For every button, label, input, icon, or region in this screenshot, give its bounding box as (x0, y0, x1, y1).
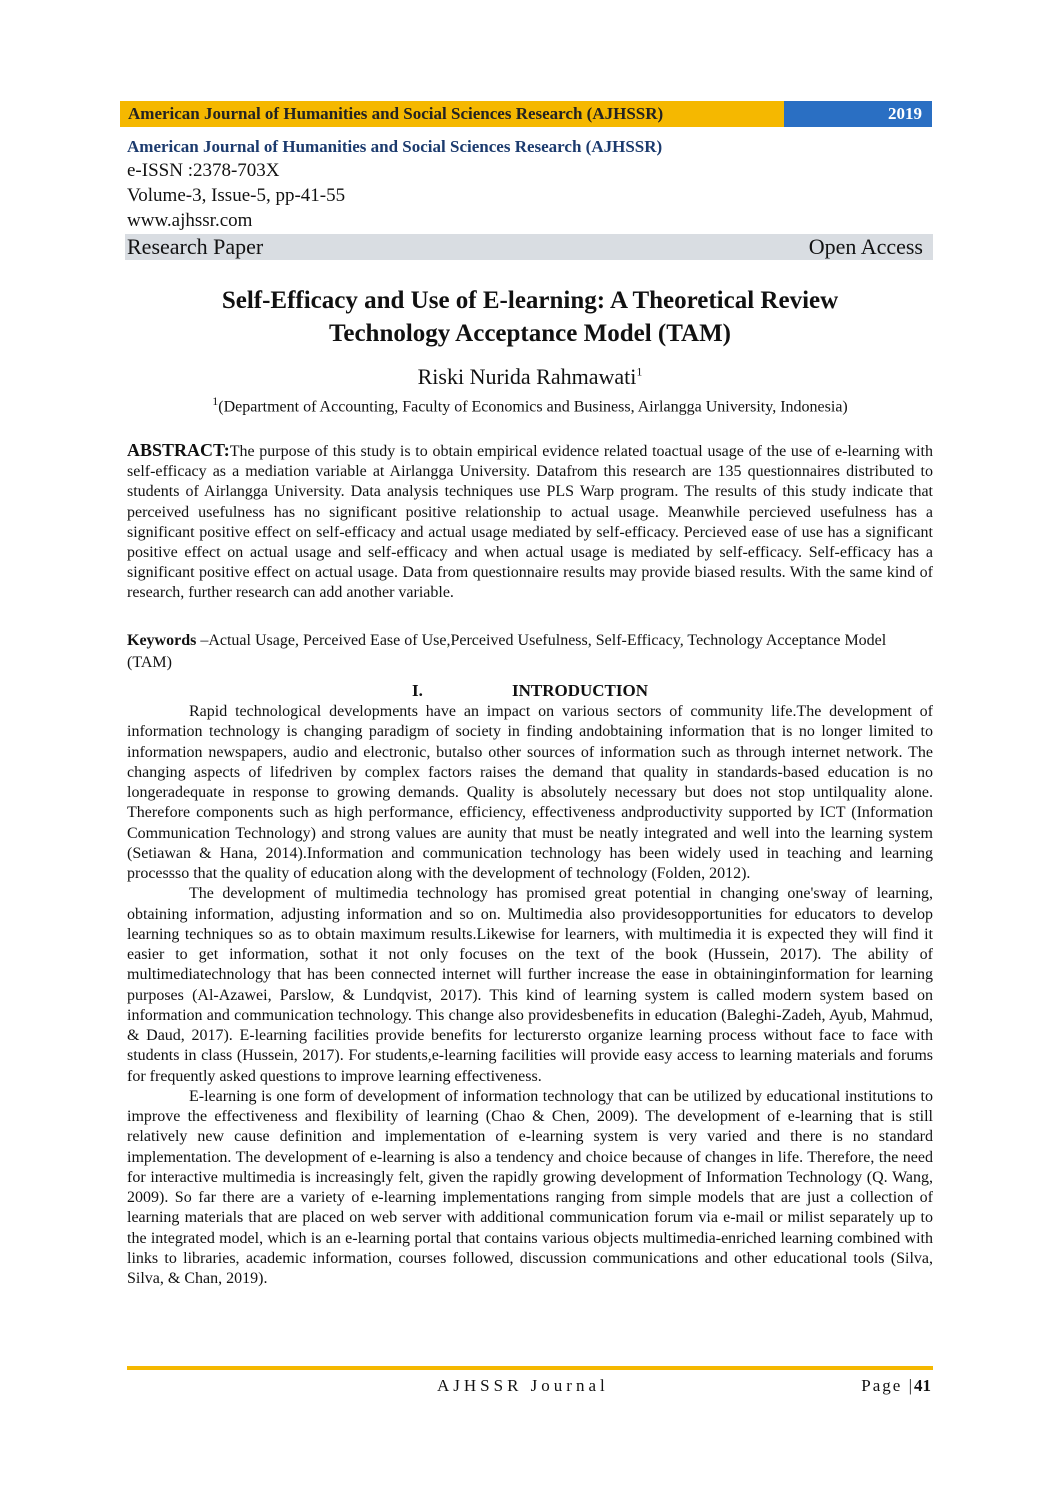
author-name: Riski Nurida Rahmawati (417, 364, 637, 389)
affiliation-text: (Department of Accounting, Faculty of Economics and Business, Airlangga University, Indonesia) (218, 398, 848, 416)
abstract-label: ABSTRACT: (127, 440, 230, 460)
footer-rule (127, 1366, 933, 1370)
section-number: I. (411, 681, 423, 700)
paper-type-bar (125, 234, 933, 260)
header-year: 2019 (784, 101, 932, 127)
paragraph: Rapid technological developments have an impact on various sectors of community life.The development of information technology is changing paradigm of society in finding andobtaining information that is no longer limited to information newspapers, audio and electronic, butalso other sources of information such as through internet network. The changing aspects of lifedriven by complex factors raises the demand that quality in standards-based education is no longeradequate in response to growing demands. Quality is absolutely necessary but does not stop untilquality alone. Therefore components such as high performance, efficiency, effectiveness andproductivity supported by ICT (Information Communication Technology) and strong values are aunity that must be neatly integrated and well into the learning system (Setiawan & Hana, 2014).Information and communication technology has been widely used in teaching and learning processso that the quality of education along with the development of technology (Folden, 2012). (127, 703, 933, 882)
access-type: Open Access (808, 234, 923, 259)
keywords-text: –Actual Usage, Perceived Ease of Use,Perceived Usefulness, Self-Efficacy, Technology Acceptance Model (TAM) (127, 632, 887, 671)
journal-meta (127, 136, 933, 233)
paper-type: Research Paper (127, 234, 264, 259)
affiliation (127, 394, 933, 416)
abstract-text: The purpose of this study is to obtain empirical evidence related toactual usage of the use of e-learning with self-efficacy as a mediation variable at Airlangga University. Datafrom this research are 135 questionnaires distributed to students of Airlangga University. Data analysis techniques use PLS Warp program. The results of this study indicate that perceived usefulness has no significant positive relationship to actual usage. Meanwhile percieved usefulness has a significant positive effect on self-efficacy and actual usage mediated by self-efficacy. Percieved ease of use has a significant positive effect on actual usage and self-efficacy and when actual usage is mediated by self-efficacy. Self-efficacy has a significant positive effect on actual usage. Data from questionnaire results may provide biased results. With the same kind of research, further research can add another variable. (127, 443, 933, 602)
issn: e-ISSN :2378-703X (127, 160, 280, 181)
journal-title: American Journal of Humanities and Social Sciences Research (AJHSSR) (127, 137, 663, 156)
section-heading (127, 681, 933, 701)
footer-page (861, 1376, 931, 1396)
keywords (127, 630, 933, 674)
footer-page-label: Page | (861, 1376, 914, 1395)
title-line-1: Self-Efficacy and Use of E-learning: A Theoretical Review (221, 287, 839, 314)
paragraph: E-learning is one form of development of information technology that can be utilized by educational institutions to improve the effectiveness and flexibility of learning (Chao & Chen, 2009). The development of e-learning that is still relatively new cause definition and implementation of e-learning system is very varied and there is no standard implementation. The development of e-learning is also a tendency and choice because of changes in life. Therefore, the need for interactive multimedia is increasingly felt, given the rapidly growing development of Information Technology (Q. Wang, 2009). So far there are a variety of e-learning implementations ranging from simple models that are just a collection of learning materials that are placed on web server with additional communication forum via e-mail or milist separately up to the integrated model, which is an e-learning portal that contains various objects multimedia-enriched learning combined with links to libraries, academic information, courses followed, discussion communications and other educational tools (Silva, Silva, & Chan, 2019). (127, 1087, 933, 1287)
footer-page-number: 41 (914, 1376, 931, 1395)
volume-issue: Volume-3, Issue-5, pp-41-55 (127, 185, 346, 206)
title-line-2: Technology Acceptance Model (TAM) (328, 320, 732, 347)
website: www.ajhssr.com (127, 210, 253, 231)
author-superscript: 1 (636, 364, 643, 379)
abstract (127, 440, 933, 604)
author (127, 364, 933, 390)
body-text (127, 702, 933, 1289)
affiliation-superscript: 1 (212, 394, 219, 408)
journal-header-bar (120, 101, 932, 127)
paper-title (127, 284, 933, 350)
footer-journal: AJHSSR Journal (437, 1376, 609, 1395)
paragraph: The development of multimedia technology has promised great potential in changing one'sway of learning, obtaining information, adjusting information and so on. Multimedia also providesopportunities for educators to develop learning techniques so as to obtain maximum results.Likewise for learners, with multimedia it is expected they will find it easier to get information, sothat it not only focuses on the text of the book (Hussein, 2017). The ability of multimediatechnology that has been connected internet will further increase the ease in obtaininginformation for learning purposes (Al-Azawei, Parslow, & Lundqvist, 2017). This kind of learning system is called modern system based on information and communication technology. This change also providesbenefits in education (Baleghi-Zadeh, Ayub, Mahmud, & Daud, 2017). E-learning facilities provide benefits for lecturersto organize learning process without face to face with students in class (Hussein, 2017). For students,e-learning facilities will provide easy access to learning materials and forums for frequently asked questions to improve learning effectiveness. (127, 885, 933, 1085)
section-title: INTRODUCTION (511, 681, 649, 700)
header-journal-name: American Journal of Humanities and Social Sciences Research (AJHSSR) (120, 101, 784, 127)
keywords-label: Keywords (127, 632, 197, 649)
